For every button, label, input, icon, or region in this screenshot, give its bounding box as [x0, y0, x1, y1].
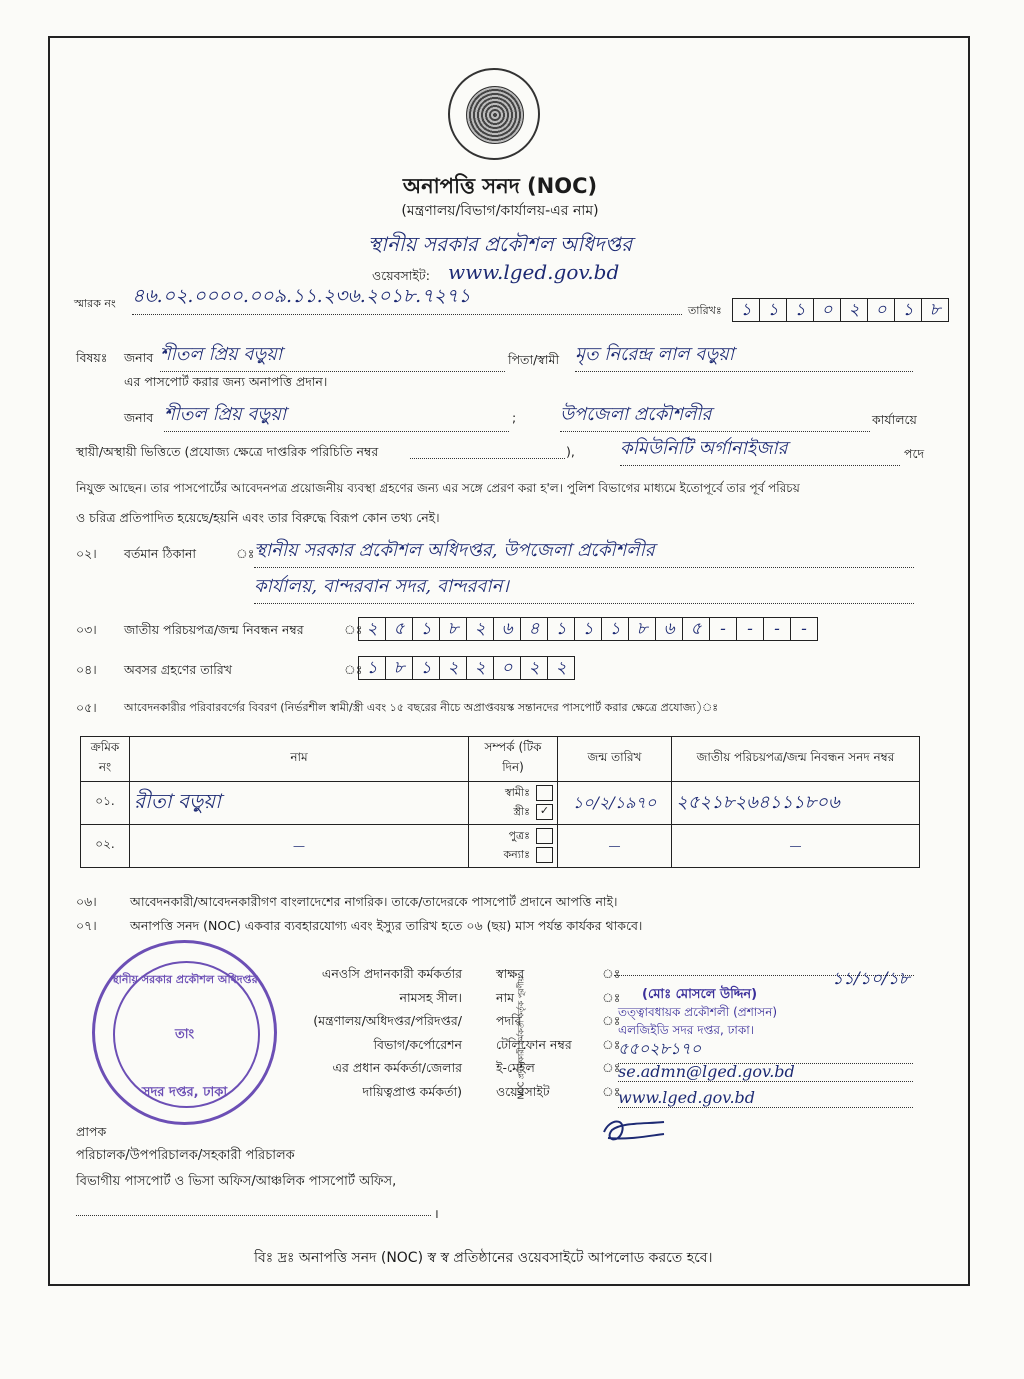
vertical-note: NOC প্রদানকারী কর্মকর্তা কর্তৃক পূরণীয় — [516, 976, 526, 1100]
nid-digit: ২ — [466, 617, 494, 641]
stamp-bottom-text: সদর দপ্তর, ঢাকা — [141, 1085, 228, 1100]
nid-digit: ১ — [574, 617, 602, 641]
nid-digit: ৮ — [628, 617, 656, 641]
subject-janab: জনাব — [124, 350, 154, 365]
item-04-label: অবসর গ্রহণের তারিখ — [124, 662, 232, 677]
retire-digit: ৮ — [385, 656, 413, 680]
stamp-top-text: স্থানীয় সরকার প্রকৌশল অধিদপ্তর — [111, 973, 258, 986]
row-dob: ১০/২/১৯৭০ — [558, 782, 672, 825]
office-round-stamp — [92, 940, 277, 1125]
issue-date-boxes — [732, 298, 948, 322]
daughter-checkbox[interactable] — [536, 847, 553, 863]
retire-digit: ১ — [412, 656, 440, 680]
nid-digit: ৬ — [655, 617, 683, 641]
date-digit: ১ — [894, 298, 922, 322]
issuer-email: se.admn@lged.gov.bd — [618, 1062, 913, 1082]
retire-digit: ২ — [547, 656, 575, 680]
office-value: উপজেলা প্রকৌশলীর — [560, 400, 870, 432]
subject-label: বিষয়ঃ — [76, 350, 108, 365]
date-digit: ০ — [813, 298, 841, 322]
nid-digit: - — [709, 617, 737, 641]
date-digit: ২ — [840, 298, 868, 322]
row-name: — — [130, 825, 469, 868]
table-row: ০১. রীতা বড়ুয়া স্বামীঃ স্ত্রীঃ ✓ ১০/২/১৯৭০ ২৫২১৮২৬৪১১১৮০৬ — [81, 782, 920, 825]
recipient-label: প্রাপক — [76, 1124, 107, 1139]
decl-06: আবেদনকারী/আবেদনকারীগণ বাংলাদেশের নাগরিক। তাকে/তাদেরকে পাসপোর্ট প্রদানে আপত্তি নাই। — [130, 894, 618, 909]
body-line2: স্থায়ী/অস্থায়ী ভিত্তিতে (প্রযোজ্য ক্ষেত্রে দাপ্তরিক পরিচিতি নম্বর — [76, 444, 379, 459]
husband-checkbox[interactable] — [536, 785, 553, 801]
date-digit: ০ — [867, 298, 895, 322]
header-dob: জন্ম তারিখ — [558, 737, 672, 782]
table-header-row — [81, 737, 920, 782]
issuer-phone: ৫৫০২৮১৭০ — [618, 1036, 913, 1064]
nid-digit: ৫ — [682, 617, 710, 641]
header-serial: ক্রমিক নং — [81, 737, 130, 782]
retire-digit: ২ — [520, 656, 548, 680]
item-03-number: ০৩। — [76, 622, 97, 637]
item-03-label: জাতীয় পরিচয়পত্র/জন্ম নিবন্ধন নম্বর — [124, 622, 304, 637]
decl-06-number: ০৬। — [76, 894, 97, 909]
page-title: অনাপত্তি সনদ (NOC) — [402, 174, 598, 198]
nid-digit: ২ — [358, 617, 386, 641]
issuer-title: তত্ত্বাবধায়ক প্রকৌশলী (প্রশাসন) — [618, 1005, 778, 1019]
body-line2-close: ), — [566, 444, 575, 459]
nid-digit: ৪ — [520, 617, 548, 641]
nid-digit: ৮ — [439, 617, 467, 641]
recipient-line2: বিভাগীয় পাসপোর্ট ও ভিসা অফিস/আঞ্চলিক পাসপোর্ট অফিস, — [76, 1174, 397, 1189]
memo-number: ৪৬.০২.০০০০.০০৯.১১.২৩৬.২০১৮.৭২৭১ — [132, 282, 682, 315]
body-name: শীতল প্রিয় বড়ুয়া — [164, 400, 509, 432]
nid-digit: - — [790, 617, 818, 641]
row-serial: ০২. — [81, 825, 130, 868]
issuer-office: এলজিইডি সদর দপ্তর, ঢাকা। — [618, 1023, 755, 1037]
body-line3: নিযুক্ত আছেন। তার পাসপোর্টের আবেদনপত্র প্রয়োজনীয় ব্যবস্থা গ্রহণের জন্য এর সঙ্গে প্রেরণ করা হ'ল। পুলিশ বিভাগের মাধ্যমে ইতোপূর্বে তার পূর্ব পরিচয় — [76, 481, 800, 495]
recipient-line1: পরিচালক/উপপরিচালক/সহকারী পরিচালক — [76, 1148, 295, 1163]
father-name: মৃত নিরেন্দ্র লাল বড়ুয়া — [575, 340, 913, 372]
signature-date: ১১/১০/১৮ — [832, 969, 910, 989]
row-nid: — — [672, 825, 920, 868]
initials-signature — [598, 1112, 670, 1148]
wife-checkbox[interactable]: ✓ — [536, 804, 553, 820]
nid-digit: ১ — [547, 617, 575, 641]
issuer-field-labels: স্বাক্ষর নাম পদবি টেলিফোন নম্বর ই-মেইল ওয়েবসাইট — [496, 966, 572, 1099]
item-02-number: ০২। — [76, 546, 97, 561]
header-name: নাম — [130, 737, 469, 782]
body-line4: ও চরিত্র প্রতিপাদিত হয়েছে/হয়নি এবং তার বিরুদ্ধে বিরূপ কোন তথ্য নেই। — [76, 510, 440, 525]
applicant-name: শীতল প্রিয় বড়ুয়া — [160, 340, 505, 372]
office-name: স্থানীয় সরকার প্রকৌশল অধিদপ্তর — [367, 232, 633, 256]
address-line2: কার্যালয়, বান্দরবান সদর, বান্দরবান। — [254, 572, 914, 604]
official-id-blank — [410, 444, 565, 459]
designation-value: কমিউনিটি অর্গানাইজার — [620, 434, 900, 466]
retire-digit: ২ — [439, 656, 467, 680]
nid-digit: - — [736, 617, 764, 641]
stamp-middle-text: তাং — [174, 1027, 195, 1042]
government-seal — [448, 68, 540, 160]
office-suffix: কার্যালয়ে — [872, 412, 917, 427]
date-digit: ১ — [759, 298, 787, 322]
issuer-description: এনওসি প্রদানকারী কর্মকর্তার নামসহ সীল। (মন্ত্রণালয়/অধিদপ্তর/পরিদপ্তর/ বিভাগ/কর্পোরেশন এর প্রধান কর্মকর্তা/জেলার দায়িত্বপ্রাপ্ত কর্মকর্তা) — [313, 966, 462, 1099]
date-digit: ১ — [732, 298, 760, 322]
issuer-name: (মোঃ মোসলে উদ্দিন) — [642, 987, 758, 1002]
memo-label: স্মারক নং — [74, 297, 116, 310]
address-line1: স্থানীয় সরকার প্রকৌশল অধিদপ্তর, উপজেলা প্রকৌশলীর — [254, 536, 914, 568]
nid-boxes — [358, 617, 817, 641]
body-janab: জনাব — [124, 410, 154, 425]
table-row: ০২. — পুত্রঃ কন্যাঃ — — — [81, 825, 920, 868]
subject-line2: এর পাসপোর্ট করার জন্য অনাপত্তি প্রদান। — [124, 374, 328, 389]
row-name: রীতা বড়ুয়া — [130, 782, 469, 825]
retire-digit: ১ — [358, 656, 386, 680]
row-dob: — — [558, 825, 672, 868]
nid-digit: - — [763, 617, 791, 641]
son-checkbox[interactable] — [536, 828, 553, 844]
post-suffix: পদে — [904, 446, 925, 461]
nid-digit: ৬ — [493, 617, 521, 641]
item-05-label: আবেদনকারীর পরিবারবর্গের বিবরণ (নির্ভরশীল স্বামী/স্ত্রী এবং ১৫ বছরের নীচে অপ্রাপ্তবয়স্ক সন্তানদের পাসপোর্ট করার ক্ষেত্রে প্রযোজ্য)ঃ — [124, 701, 719, 714]
date-digit: ৮ — [921, 298, 949, 322]
recipient-blank — [76, 1214, 431, 1216]
nid-digit: ১ — [412, 617, 440, 641]
header-nid: জাতীয় পরিচয়পত্র/জন্ম নিবন্ধন সনদ নম্বর — [672, 737, 920, 782]
decl-07-number: ০৭। — [76, 918, 97, 933]
website-label: ওয়েবসাইট: — [372, 268, 430, 283]
date-digit: ১ — [786, 298, 814, 322]
row-serial: ০১. — [81, 782, 130, 825]
retire-digit: ২ — [466, 656, 494, 680]
father-label: পিতা/স্বামী — [508, 352, 560, 367]
retire-digit: ০ — [493, 656, 521, 680]
decl-07: অনাপত্তি সনদ (NOC) একবার ব্যবহারযোগ্য এবং ইস্যুর তারিখ হতে ০৬ (ছয়) মাস পর্যন্ত কার্যকর থাকবে। — [130, 918, 643, 933]
footer-note: বিঃ দ্রঃ অনাপত্তি সনদ (NOC) স্ব স্ব প্রতিষ্ঠানের ওয়েবসাইটে আপলোড করতে হবে। — [254, 1250, 713, 1266]
item-02-label: বর্তমান ঠিকানা — [124, 546, 197, 561]
date-label: তারিখঃ — [688, 304, 722, 317]
website-value: www.lged.gov.bd — [448, 260, 620, 284]
header-relation: সম্পর্ক (টিক দিন) — [469, 737, 558, 782]
nid-digit: ৫ — [385, 617, 413, 641]
retirement-date-boxes — [358, 656, 574, 680]
family-table — [80, 736, 920, 868]
issuer-website: www.lged.gov.bd — [618, 1088, 913, 1108]
item-04-number: ০৪। — [76, 662, 97, 677]
row-nid: ২৫২১৮২৬৪১১১৮০৬ — [672, 782, 920, 825]
nid-digit: ১ — [601, 617, 629, 641]
item-05-number: ০৫। — [76, 700, 97, 715]
subtitle: (মন্ত্রণালয়/বিভাগ/কার্যালয়-এর নাম) — [401, 203, 599, 219]
